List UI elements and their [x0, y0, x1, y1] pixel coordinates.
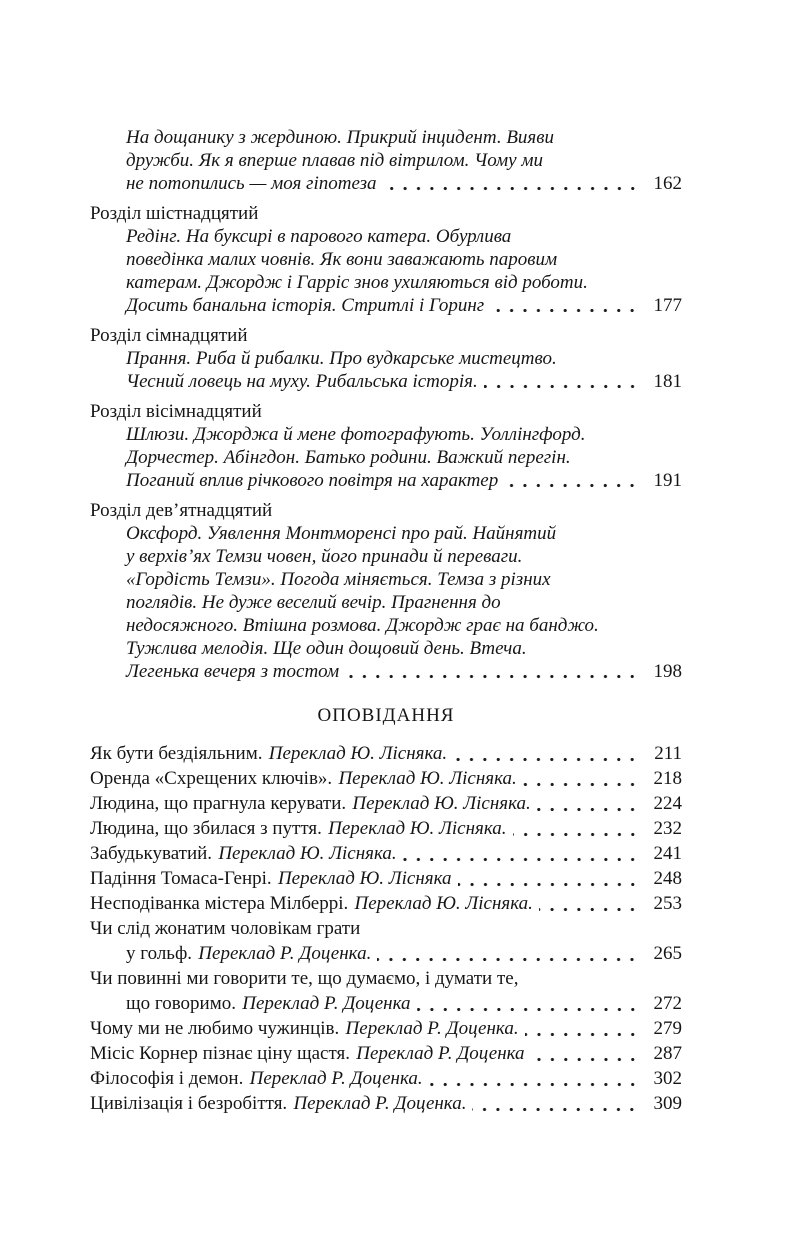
story-title: Чи слід жонатим чоловікам грати — [90, 918, 361, 939]
stories-toc — [90, 741, 682, 1116]
dot-leader — [484, 370, 641, 393]
dot-leader — [429, 1066, 641, 1091]
story-translator: Переклад Ю. Лісняка. — [352, 793, 531, 814]
story-title: Несподіванка містера Мілберрі. — [90, 893, 349, 914]
story-title: Оренда «Схрещених ключів». — [90, 768, 333, 789]
dot-leader — [490, 294, 641, 317]
dot-leader — [472, 1091, 641, 1116]
story-row — [90, 791, 682, 816]
dot-leader — [513, 816, 641, 841]
toc-row — [90, 370, 682, 393]
story-translator: Переклад Ю. Лісняка. — [338, 768, 517, 789]
story-translator: Переклад Ю. Лісняка. — [328, 818, 507, 839]
page-number: 272 — [653, 993, 682, 1014]
page-number: 232 — [653, 818, 682, 839]
chapter-description-line: не потопились — моя гіпотеза — [126, 173, 377, 194]
story-title: Людина, що збилася з пуття. — [90, 818, 322, 839]
story-translator: Переклад Р. Доценка. — [198, 943, 372, 964]
story-translator: Переклад Р. Доценка. — [249, 1068, 423, 1089]
chapter-heading: Розділ шістнадцятий — [90, 203, 259, 224]
story-title: Чи повинні ми говорити те, що думаємо, і думати те, — [90, 968, 519, 989]
section-heading-stories: ОПОВІДАННЯ — [317, 705, 455, 726]
dot-leader — [345, 660, 641, 683]
story-title: Забудькуватий. — [90, 843, 213, 864]
dot-leader — [525, 1016, 641, 1041]
page-number: 177 — [653, 295, 682, 316]
chapter-description-line: Досить банальна історія. Стритлі і Горинг — [126, 295, 485, 316]
dot-leader — [523, 766, 641, 791]
dot-leader — [417, 991, 641, 1016]
chapter-description-line: На дощанику з жердиною. Прикрий інцидент. Вияви — [126, 127, 555, 148]
page-number: 253 — [653, 893, 682, 914]
chapter-description-line: недосяжного. Втішна розмова. Джордж грає на банджо. — [126, 615, 599, 636]
chapter-description-line: Поганий вплив річкового повітря на характер — [126, 470, 499, 491]
page-number: 309 — [653, 1093, 682, 1114]
chapter-description-line: «Гордість Темзи». Погода міняється. Темза з різних — [126, 569, 551, 590]
chapter-description-line: Прання. Риба й рибалки. Про вудкарське мистецтво. — [126, 348, 557, 369]
page-number: 181 — [653, 371, 682, 392]
story-row — [90, 766, 682, 791]
page-number: 287 — [653, 1043, 682, 1064]
page-number: 302 — [653, 1068, 682, 1089]
chapter-heading: Розділ вісімнадцятий — [90, 401, 262, 422]
toc-entry-chapter-18 — [90, 400, 682, 492]
toc-row — [90, 991, 682, 1016]
chapter-heading: Розділ дев’ятнадцятий — [90, 500, 273, 521]
chapter-heading: Розділ сімнадцятий — [90, 325, 248, 346]
story-translator: Переклад Ю. Лісняка — [277, 868, 452, 889]
page-number: 224 — [653, 793, 682, 814]
toc-row — [90, 172, 682, 195]
page-number: 279 — [653, 1018, 682, 1039]
story-title: Людина, що прагнула керувати. — [90, 793, 347, 814]
chapter-description-line: Дорчестер. Абінгдон. Батько родини. Важкий перегін. — [126, 447, 571, 468]
toc-entry-chapter-15 — [90, 126, 682, 195]
chapter-description-line: Чесний ловець на муху. Рибальська історія. — [126, 371, 478, 392]
story-translator: Переклад Р. Доценка — [356, 1043, 525, 1064]
page-number: 241 — [653, 843, 682, 864]
dot-leader — [504, 469, 641, 492]
story-title-continuation: у гольф. — [126, 943, 193, 964]
story-translator: Переклад Р. Доценка — [242, 993, 411, 1014]
story-row — [90, 1066, 682, 1091]
dot-leader — [539, 891, 641, 916]
story-title: Як бути бездіяльним. — [90, 743, 263, 764]
story-title: Філософія і демон. — [90, 1068, 244, 1089]
chapter-description-line: Редінг. На буксирі в парового катера. Обурлива — [126, 226, 512, 247]
story-row — [90, 816, 682, 841]
chapter-description-line: Тужлива мелодія. Ще один дощовий день. Втеча. — [126, 638, 527, 659]
toc-row — [90, 660, 682, 683]
story-translator: Переклад Ю. Лісняка. — [268, 743, 448, 764]
page-number: 248 — [653, 868, 682, 889]
story-row — [90, 1016, 682, 1041]
toc-entry-chapter-16 — [90, 202, 682, 317]
dot-leader — [383, 172, 641, 195]
story-translator: Переклад Р. Доценка. — [345, 1018, 519, 1039]
page-number: 211 — [654, 743, 682, 764]
chapter-description-line: поведінка малих човнів. Як вони заважають паровим — [126, 249, 558, 270]
dot-leader — [537, 791, 641, 816]
chapter-description-line: катерам. Джордж і Гарріс знов ухиляються від роботи. — [126, 272, 588, 293]
story-title: Цивілізація і безробіття. — [90, 1093, 288, 1114]
story-translator: Переклад Р. Доценка. — [293, 1093, 467, 1114]
story-row — [90, 741, 682, 766]
dot-leader — [453, 741, 641, 766]
story-row-multiline — [90, 966, 682, 1016]
story-row — [90, 866, 682, 891]
page-number: 218 — [653, 768, 682, 789]
story-title: Чому ми не любимо чужинців. — [90, 1018, 340, 1039]
page-number: 162 — [653, 173, 682, 194]
story-title: Місіс Корнер пізнає ціну щастя. — [90, 1043, 351, 1064]
story-title: Падіння Томаса-Генрі. — [90, 868, 272, 889]
story-row — [90, 891, 682, 916]
chapter-description-line: Легенька вечеря з тостом — [126, 661, 340, 682]
page-number: 265 — [653, 943, 682, 964]
story-row — [90, 841, 682, 866]
page-number: 191 — [653, 470, 682, 491]
chapter-description-line: дружби. Як я вперше плавав під вітрилом. Чому ми — [126, 150, 543, 171]
chapter-description-line: Шлюзи. Джорджа й мене фотографують. Уоллінгфорд. — [126, 424, 586, 445]
dot-leader — [531, 1041, 641, 1066]
story-row — [90, 1091, 682, 1116]
page-number: 198 — [653, 661, 682, 682]
dot-leader — [403, 841, 641, 866]
toc-entry-chapter-17 — [90, 324, 682, 393]
toc-content — [90, 126, 682, 1116]
toc-row — [90, 941, 682, 966]
chapters-toc — [90, 126, 682, 683]
toc-row — [90, 469, 682, 492]
story-translator: Переклад Ю. Лісняка. — [354, 893, 533, 914]
toc-row — [90, 294, 682, 317]
chapter-description-line: у верхів’ях Темзи човен, його принади й переваги. — [126, 546, 523, 567]
chapter-description-line: поглядів. Не дуже веселий вечір. Прагнення до — [126, 592, 501, 613]
dot-leader — [377, 941, 641, 966]
story-title-continuation: що говоримо. — [126, 993, 236, 1014]
story-translator: Переклад Ю. Лісняка. — [218, 843, 397, 864]
dot-leader — [458, 866, 641, 891]
story-row-multiline — [90, 916, 682, 966]
chapter-description-line: Оксфорд. Уявлення Монтморенсі про рай. Найнятий — [126, 523, 557, 544]
story-row — [90, 1041, 682, 1066]
toc-entry-chapter-19 — [90, 499, 682, 683]
